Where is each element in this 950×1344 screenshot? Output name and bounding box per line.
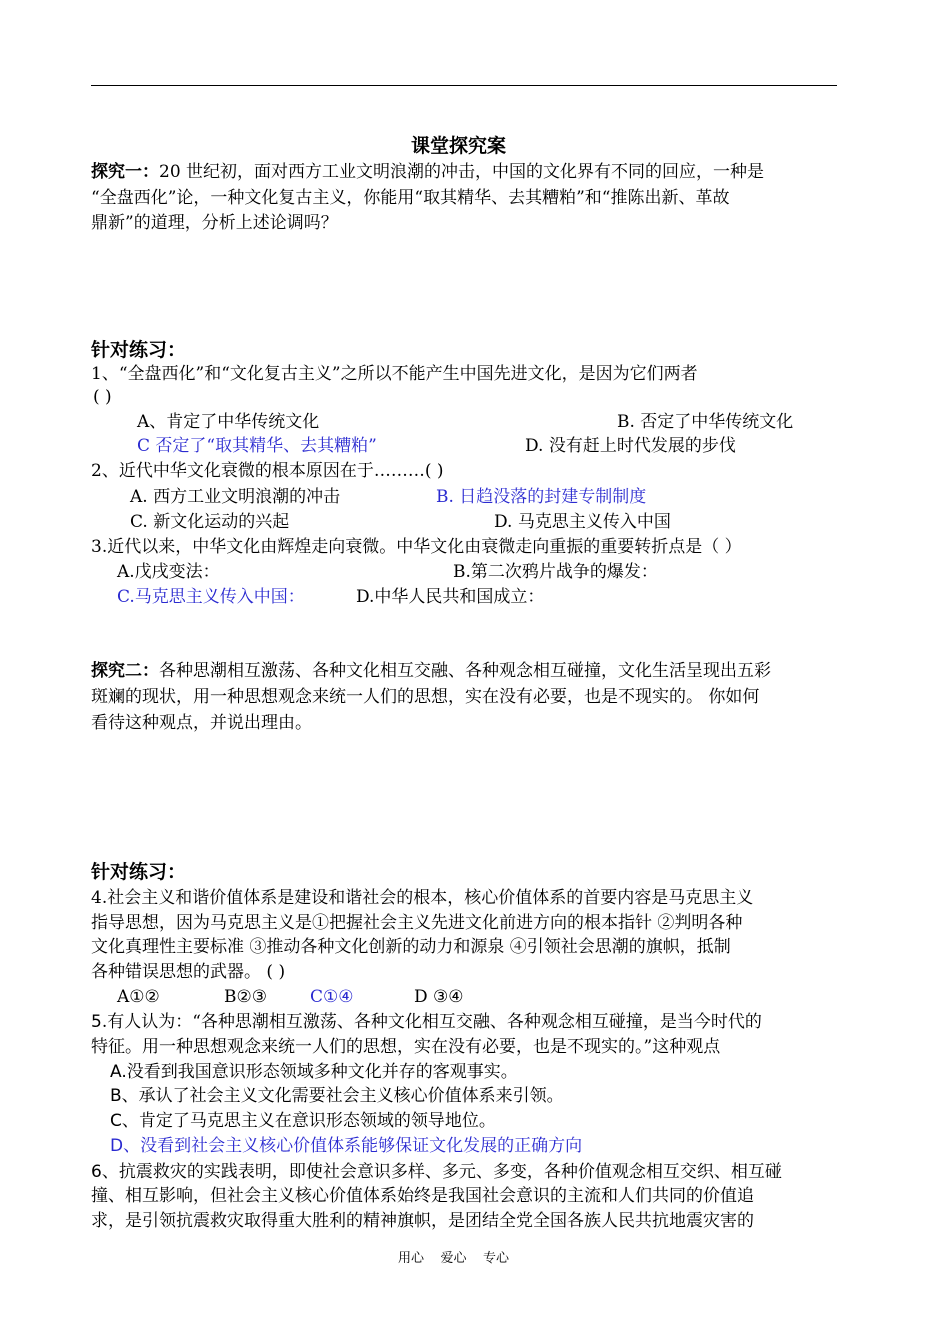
q5-stem-line1 bbox=[91, 1010, 762, 1034]
practice1-heading: 针对练习： bbox=[91, 339, 187, 361]
q3-option-b: B.第二次鸦片战争的爆发： bbox=[453, 562, 658, 582]
q4-option-a: A①② bbox=[117, 987, 160, 1007]
inquiry1-line3: 鼎新”的道理，分析上述论调吗？ bbox=[91, 213, 338, 233]
page-title: 课堂探究案 bbox=[411, 135, 507, 157]
page-footer: 用心 爱心 专心 bbox=[398, 1251, 510, 1266]
q1-option-d: D. 没有赶上时代发展的步伐 bbox=[525, 436, 736, 456]
q5-option-c: C、肯定了马克思主义在意识形态领域的领导地位。 bbox=[110, 1111, 496, 1131]
q2-option-d: D. 马克思主义传入中国 bbox=[494, 512, 671, 532]
q5-option-a: A.没看到我国意识形态领域多种文化并存的客观事实。 bbox=[110, 1062, 518, 1082]
inquiry2-text1: 各种思潮相互激荡、各种文化相互交融、各种观念相互碰撞，文化生活呈现出五彩 bbox=[159, 661, 771, 681]
inquiry1-text1: 20 世纪初，面对西方工业文明浪潮的冲击，中国的文化界有不同的回应，一种是 bbox=[159, 162, 765, 182]
q4-stem-line3: 文化真理性主要标准 ③推动各种文化创新的动力和源泉 ④引领社会思潮的旗帜，抵制 bbox=[91, 937, 731, 957]
q6-stem-line1 bbox=[91, 1160, 782, 1184]
practice2-heading: 针对练习： bbox=[91, 861, 187, 883]
q1-option-c: C 否定了“取其精华、去其糟粕” bbox=[137, 436, 377, 456]
q2-option-c: C. 新文化运动的兴起 bbox=[130, 512, 290, 532]
q6-stem-line2: 撞、相互影响，但社会主义核心价值体系始终是我国社会意识的主流和人们共同的价值追 bbox=[91, 1186, 754, 1206]
q4-stem-line1: 4.社会主义和谐价值体系是建设和谐社会的根本，核心价值体系的首要内容是马克思主义 bbox=[91, 888, 754, 908]
q1-option-b: B. 否定了中华传统文化 bbox=[617, 412, 794, 432]
q3-option-d: D.中华人民共和国成立： bbox=[356, 587, 545, 607]
q4-option-d: D ③④ bbox=[414, 987, 464, 1007]
inquiry2-line2: 斑斓的现状，用一种思想观念来统一人们的思想，实在没有必要，也是不现实的。 你如何 bbox=[91, 687, 760, 707]
inquiry2-label: 探究二： bbox=[91, 661, 159, 681]
q4-stem-line4: 各种错误思想的武器。 ( ) bbox=[91, 962, 286, 982]
inquiry1-line2: “全盘西化”论，一种文化复古主义，你能用“取其精华、去其糟粕”和“推陈出新、革故 bbox=[91, 188, 730, 208]
q5-option-d: D、没看到社会主义核心价值体系能够保证文化发展的正确方向 bbox=[110, 1136, 583, 1156]
q5-text1: .有人认为：“各种思潮相互激荡、各种文化相互交融、各种观念相互碰撞，是当今时代的 bbox=[101, 1012, 762, 1032]
inquiry1-label: 探究一： bbox=[91, 162, 159, 182]
q6-text1: 、抗震救灾的实践表明，即使社会意识多样、多元、多变，各种价值观念相互交织、相互碰 bbox=[101, 1162, 782, 1182]
q2-stem: 2、近代中华文化衰微的根本原因在于………( ) bbox=[91, 461, 444, 481]
q5-option-b: B、承认了社会主义文化需要社会主义核心价值体系来引领。 bbox=[110, 1086, 564, 1106]
q3-stem: 3.近代以来，中华文化由辉煌走向衰微。中华文化由衰微走向重振的重要转折点是（ ） bbox=[91, 537, 742, 557]
inquiry2-line1 bbox=[91, 659, 771, 683]
q1-option-a: A、肯定了中华传统文化 bbox=[137, 412, 320, 432]
q4-option-c: C①④ bbox=[310, 987, 354, 1007]
q6-stem-line3: 求，是引领抗震救灾取得重大胜利的精神旗帜，是团结全党全国各族人民共抗地震灾害的 bbox=[91, 1211, 754, 1231]
q1-answer-blank: ( ) bbox=[93, 387, 112, 407]
q3-option-a: A.戊戌变法： bbox=[117, 562, 220, 582]
q4-stem-line2: 指导思想，因为马克思主义是①把握社会主义先进文化前进方向的根本指针 ②判明各种 bbox=[91, 913, 743, 933]
q2-option-a: A. 西方工业文明浪潮的冲击 bbox=[130, 487, 341, 507]
q5-stem-line2: 特征。用一种思想观念来统一人们的思想，实在没有必要，也是不现实的。”这种观点 bbox=[91, 1037, 721, 1057]
inquiry2-line3: 看待这种观点，并说出理由。 bbox=[91, 713, 312, 733]
q4-option-b: B②③ bbox=[224, 987, 267, 1007]
q2-option-b: B. 日趋没落的封建专制制度 bbox=[436, 487, 647, 507]
q6-number: 6 bbox=[91, 1162, 102, 1182]
header-rule bbox=[91, 85, 837, 86]
inquiry1-line1 bbox=[91, 160, 764, 184]
q5-number: 5 bbox=[91, 1012, 102, 1032]
q1-stem-line1: 1、“全盘西化”和“文化复古主义”之所以不能产生中国先进文化，是因为它们两者 bbox=[91, 364, 698, 384]
q3-option-c: C.马克思主义传入中国： bbox=[117, 587, 305, 607]
